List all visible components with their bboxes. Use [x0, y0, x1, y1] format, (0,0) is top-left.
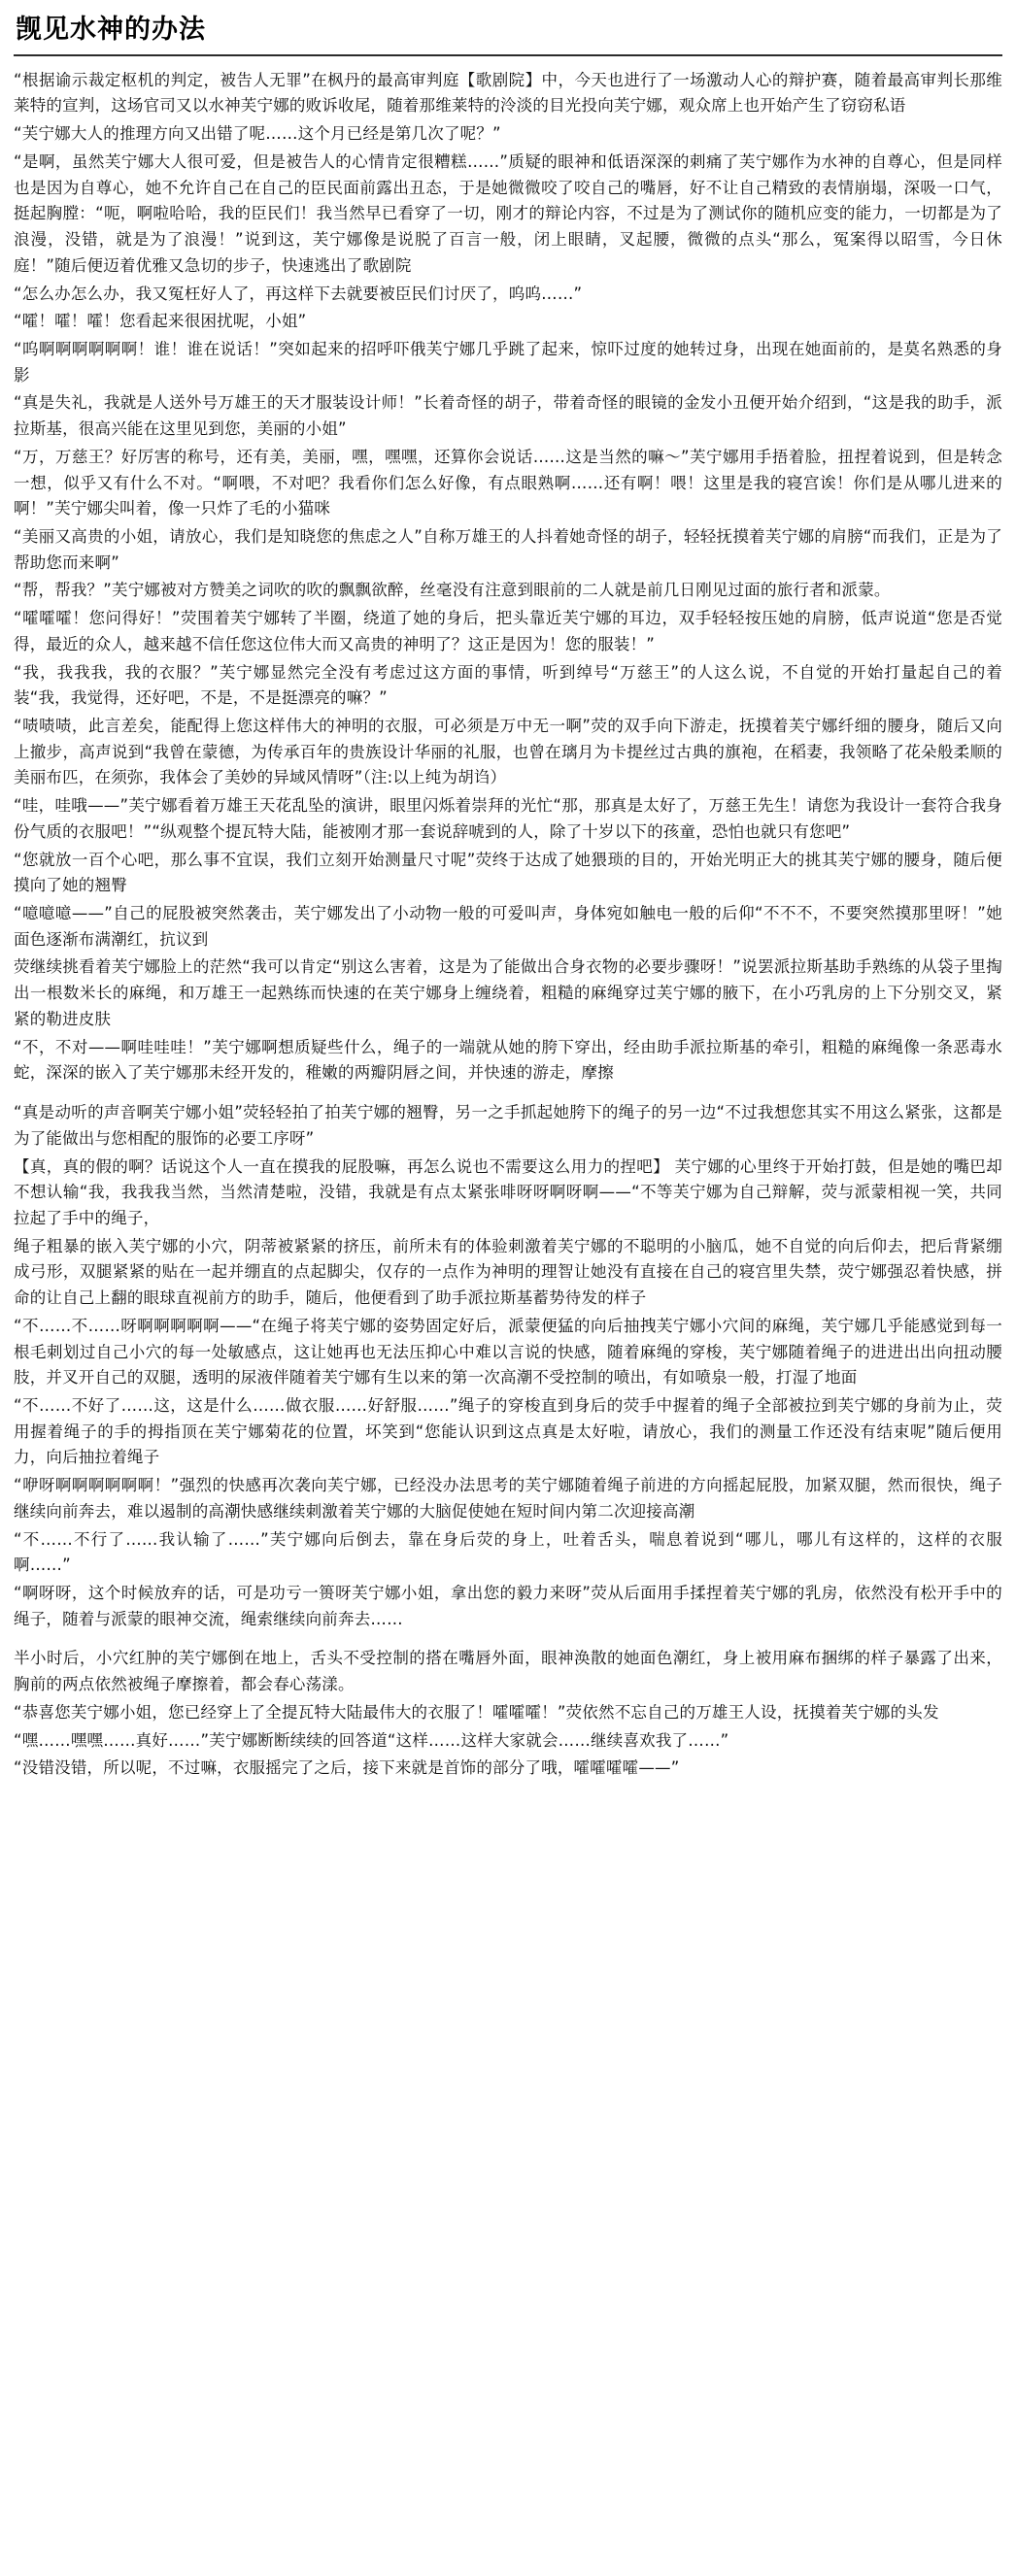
page-title: 觊见水神的办法 — [16, 15, 206, 45]
paragraph: “我，我我我，我的衣服？”芙宁娜显然完全没有考虑过这方面的事情，听到绰号“万慈王”的人这么说，不自觉的开始打量起自己的着装“我，我觉得，还好吧，不是，不是挺漂亮的嘛？” — [14, 662, 1002, 708]
paragraph: “噫噫噫——”自己的屁股被突然袭击，芙宁娜发出了小动物一般的可爱叫声，身体宛如触电一般的后仰“不不不，不要突然摸那里呀！”她面色逐渐布满潮红，抗议到 — [14, 904, 1002, 949]
paragraph: 荧继续挑看着芙宁娜脸上的茫然“我可以肯定“别这么害着，这是为了能做出合身衣物的必要步骤呀！”说罢派拉斯基助手熟练的从袋子里掏出一根数米长的麻绳，和万雄王一起熟练而快速的在芙宁娜身上缠绕着，粗糙的麻绳穿过芙宁娜的腋下，在小巧乳房的上下分别交叉，紧紧的勒进皮肤 — [14, 957, 1002, 1028]
paragraph: “啧啧啧，此言差矣，能配得上您这样伟大的神明的衣服，可必须是万中无一啊”荧的双手向下游走，抚摸着芙宁娜纤细的腰身，随后又向上撤步，高声说到“我曾在蒙德，为传承百年的贵族设计华丽的礼服，也曾在璃月为卡提丝过古典的旗袍，在稻妻，我领略了花朵般柔顺的美丽布匹，在须弥，我体会了美妙的异域风情呀”（注:以上纯为胡诌） — [14, 717, 1002, 787]
paragraph: “怎么办怎么办，我又冤枉好人了，再这样下去就要被臣民们讨厌了，呜呜……” — [14, 284, 583, 303]
paragraph: “不，不对——啊哇哇哇！”芙宁娜啊想质疑些什么，绳子的一端就从她的胯下穿出，经由助手派拉斯基的牵引，粗糙的麻绳像一条恶毒水蛇，深深的嵌入了芙宁娜那未经开发的，稚嫩的两瓣阴唇之间，并快速的游走，摩擦 — [14, 1037, 1002, 1083]
paragraph: “不……不行了……我认输了……”芙宁娜向后倒去，靠在身后荧的身上，吐着舌头，喘息着说到“哪儿，哪儿有这样的，这样的衣服啊……” — [14, 1529, 1002, 1575]
paragraph: “咿呀啊啊啊啊啊啊！”强烈的快感再次袭向芙宁娜，已经没办法思考的芙宁娜随着绳子前进的方向摇起屁股，加紧双腿，然而很快，绳子继续向前奔去，难以遏制的高潮快感继续刺激着芙宁娜的大脑促使她在短时间内第二次迎接高潮 — [14, 1476, 1002, 1521]
paragraph: “嚯！嚯！嚯！您看起来很困扰呢，小姐” — [14, 312, 307, 331]
paragraph: 半小时后，小穴红肿的芙宁娜倒在地上，舌头不受控制的搭在嘴唇外面，眼神涣散的她面色潮红，身上被用麻布捆绑的样子暴露了出来，胸前的两点依然被绳子摩擦着，都会春心荡漾。 — [14, 1649, 1002, 1694]
document-body — [14, 68, 1002, 1782]
paragraph: “啊呀呀，这个时候放弃的话，可是功亏一篑呀芙宁娜小姐，拿出您的毅力来呀”荧从后面用手揉捏着芙宁娜的乳房，依然没有松开手中的绳子，随着与派蒙的眼神交流，绳索继续向前奔去…… — [14, 1584, 1002, 1628]
paragraph: “呜啊啊啊啊啊啊！谁！谁在说话！”突如起来的招呼吓俄芙宁娜几乎跳了起来，惊吓过度的她转过身，出现在她面前的，是莫名熟悉的身影 — [14, 339, 1002, 385]
paragraph: “真是失礼，我就是人送外号万雄王的天才服装设计师！”长着奇怪的胡子，带着奇怪的眼镜的金发小丑便开始介绍到，“这是我的助手，派拉斯基，很高兴能在这里见到您，美丽的小姐” — [14, 393, 1002, 439]
paragraph: “恭喜您芙宁娜小姐，您已经穿上了全提瓦特大陆最伟大的衣服了！嚯嚯嚯！”荧依然不忘自己的万雄王人设，抚摸着芙宁娜的头发 — [14, 1702, 939, 1722]
paragraph: 绳子粗暴的嵌入芙宁娜的小穴，阴蒂被紧紧的挤压，前所未有的体验刺激着芙宁娜的不聪明的小脑瓜，她不自觉的向后仰去，把后背紧绷成弓形，双腿紧紧的贴在一起并绷直的点起脚尖，仅存的一点作为神明的理智让她没有直接在自己的寝宫里失禁，荧宁娜强忍着快感，拼命的让自己上翻的眼球直视前方的助手，随后，他便看到了助手派拉斯基蓄势待发的样子 — [14, 1236, 1002, 1308]
paragraph: “美丽又高贵的小姐，请放心，我们是知晓您的焦虑之人”自称万雄王的人抖着她奇怪的胡子，轻轻抚摸着芙宁娜的肩膀“而我们，正是为了帮助您而来啊” — [14, 526, 1002, 572]
paragraph: 【真，真的假的啊？话说这个人一直在摸我的屁股嘛，再怎么说也不需要这么用力的捏吧】 芙宁娜的心里终于开始打鼓，但是她的嘴巴却不想认输“我，我我我当然，当然清楚啦，没错，我就是有点太紧张啡呀呀啊呀啊——“不等芙宁娜为自己辩解，荧与派蒙相视一笑，共同拉起了手中的绳子， — [14, 1156, 1002, 1227]
paragraph: “芙宁娜大人的推理方向又出错了呢……这个月已经是第几次了呢？” — [14, 124, 501, 144]
paragraph: “是啊，虽然芙宁娜大人很可爱，但是被告人的心情肯定很糟糕……”质疑的眼神和低语深深的刺痛了芙宁娜作为水神的自尊心，但是同样也是因为自尊心，她不允许自己在自己的臣民面前露出丑态，于是她微微咬了咬自己的嘴唇，好不让自己精致的表情崩塌，深吸一口气，挺起胸膛：“呃，啊啦哈哈，我的臣民们！我当然早已看穿了一切，刚才的辩论内容，不过是为了测试你的随机应变的能力，一切都是为了浪漫，没错，就是为了浪漫！”说到这，芙宁娜像是说脱了百言一般，闭上眼睛，叉起腰，微微的点头“那么，冤案得以昭雪，今日休庭！”随后便迈着优雅又急切的步子，快速逃出了歌剧院 — [14, 151, 1002, 275]
paragraph: “哇，哇哦——”芙宁娜看着万雄王天花乱坠的演讲，眼里闪烁着崇拜的光忙“那，那真是太好了，万慈王先生！请您为我设计一套符合我身份气质的衣服吧！”“纵观整个提瓦特大陆，能被刚才那一套说辞唬到的人，除了十岁以下的孩童，恐怕也就只有您吧” — [14, 796, 1002, 841]
paragraph: “嚯嚯嚯！您问得好！”荧围着芙宁娜转了半圈，绕道了她的身后，把头靠近芙宁娜的耳边，双手轻轻按压她的肩膀，低声说道“您是否觉得，最近的众人，越来越不信任您这位伟大而又高贵的神明了？这正是因为！您的服装！” — [14, 609, 1002, 653]
paragraph: “万，万慈王？好厉害的称号，还有美，美丽，嘿，嘿嘿，还算你会说话……这是当然的嘛～”芙宁娜用手捂着脸，扭捏着说到，但是转念一想，似乎又有什么不对。“啊喂，不对吧？我看你们怎么好像，有点眼熟啊……还有啊！喂！这里是我的寝宫诶！你们是从哪儿进来的啊！”芙宁娜尖叫着，像一只炸了毛的小猫咪 — [14, 447, 1002, 519]
paragraph: “嘿……嘿嘿……真好……”芙宁娜断断续续的回答道“这样……这样大家就会……继续喜欢我了……” — [14, 1730, 729, 1750]
paragraph: “真是动听的声音啊芙宁娜小姐”荧轻轻拍了拍芙宁娜的翘臀，另一之手抓起她胯下的绳子的另一边“不过我想您其实不用这么紧张，这都是为了能做出与您相配的服饰的必要工序呀” — [14, 1103, 1002, 1148]
title-divider — [14, 54, 1002, 56]
paragraph: “您就放一百个心吧，那么事不宜误，我们立刻开始测量尺寸呢”荧终于达成了她猥琐的目的，开始光明正大的挑其芙宁娜的腰身，随后便摸向了她的翘臀 — [14, 850, 1002, 895]
paragraph: “帮，帮我？”芙宁娜被对方赞美之词吹的吹的飘飘欲醉，丝毫没有注意到眼前的二人就是前几日刚见过面的旅行者和派蒙。 — [14, 581, 891, 600]
paragraph: “没错没错，所以呢，不过嘛，衣服摇完了之后，接下来就是首饰的部分了哦，嚯嚯嚯嚯——” — [14, 1758, 680, 1778]
paragraph: “不……不……呀啊啊啊啊啊——“在绳子将芙宁娜的姿势固定好后，派蒙便猛的向后抽拽芙宁娜小穴间的麻绳，芙宁娜几乎能感觉到每一根毛刺划过自己小穴的每一处敏感点，这让她再也无法压抑心中难以言说的快感，随着麻绳的穿梭，芙宁娜随着绳子的进进出出向扭动腰肢，并叉开自己的双腿，透明的尿液伴随着芙宁娜有生以来的第一次高潮不受控制的喷出，有如喷泉一般，打湿了地面 — [14, 1316, 1002, 1388]
paragraph: “不……不好了……这，这是什么……做衣服……好舒服……”绳子的穿梭直到身后的荧手中握着的绳子全部被拉到芙宁娜的身前为止，荧用握着绳子的手的拇指顶在芙宁娜菊花的位置，坏笑到“您能认识到这点真是太好啦，请放心，我们的测量工作还没有结束呢”随后便用力，向后抽拉着绳子 — [14, 1395, 1002, 1467]
paragraph: “根据谕示裁定枢机的判定，被告人无罪”在枫丹的最高审判庭【歌剧院】中，今天也进行了一场激动人心的辩护赛，随着最高审判长那维莱特的宣判，这场官司又以水神芙宁娜的败诉收尾，随着那维莱特的泠淡的目光投向芙宁娜，观众席上也开始产生了窃窃私语 — [14, 70, 1002, 116]
